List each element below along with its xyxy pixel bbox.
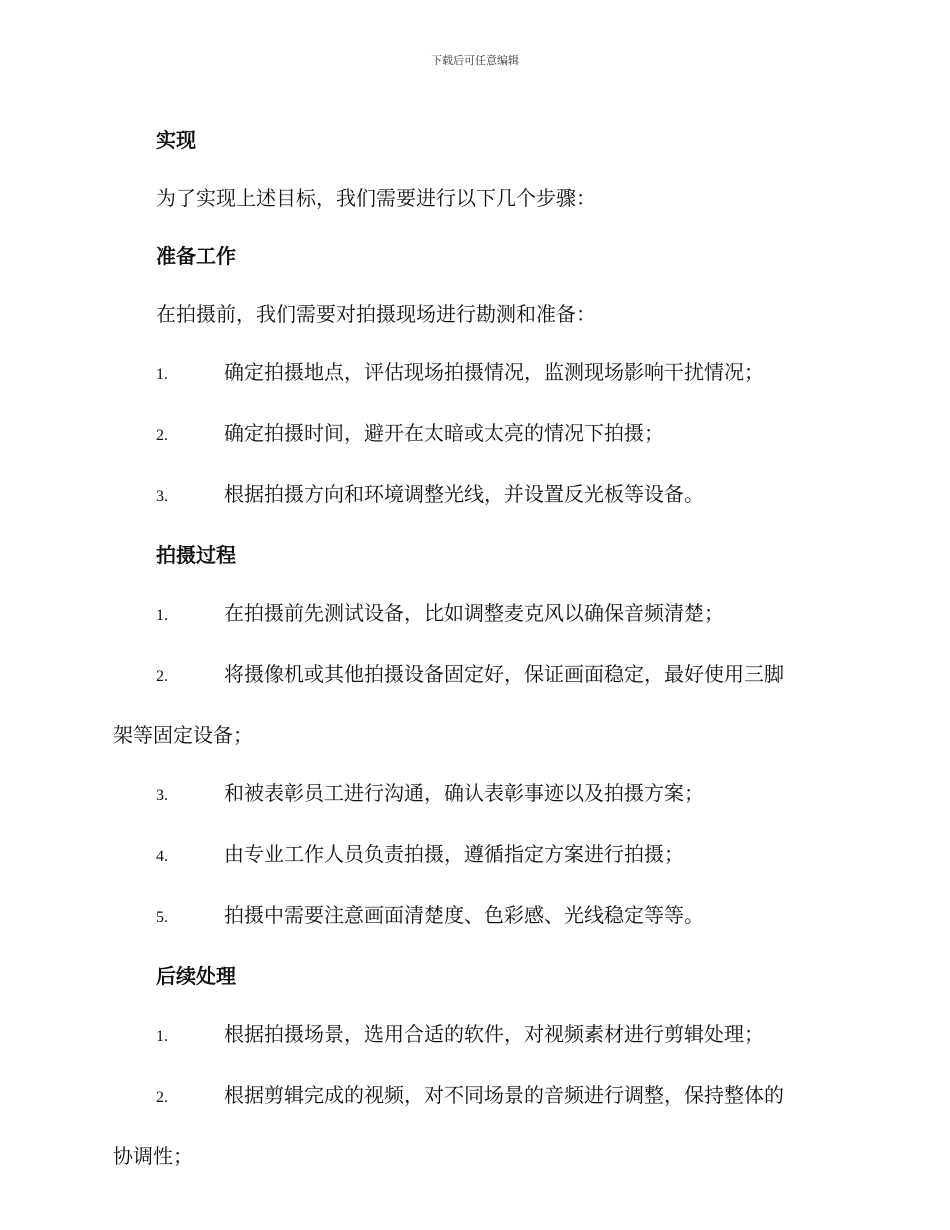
list-number: 1. bbox=[156, 1028, 168, 1045]
list-text: 确定拍摄时间，避开在太暗或太亮的情况下拍摄； bbox=[224, 421, 664, 445]
list-text: 确定拍摄地点，评估现场拍摄情况，监测现场影响干扰情况； bbox=[224, 360, 764, 384]
list-number: 4. bbox=[156, 848, 168, 865]
list-item bbox=[113, 1005, 833, 1066]
list-number: 3. bbox=[156, 488, 168, 505]
list-number: 2. bbox=[156, 427, 168, 444]
list-text: 根据剪辑完成的视频，对不同场景的音频进行调整，保持整体的 bbox=[224, 1083, 784, 1107]
section-heading-shooting: 拍摄过程 bbox=[156, 543, 236, 567]
list-number: 2. bbox=[156, 1089, 168, 1106]
list-text: 将摄像机或其他拍摄设备固定好，保证画面稳定，最好使用三脚 bbox=[224, 662, 784, 686]
list-text-continuation: 协调性； bbox=[113, 1144, 193, 1168]
list-text-continuation: 架等固定设备； bbox=[113, 723, 253, 747]
list-text: 拍摄中需要注意画面清楚度、色彩感、光线稳定等等。 bbox=[224, 903, 704, 927]
list-number: 1. bbox=[156, 366, 168, 383]
list-text: 由专业工作人员负责拍摄，遵循指定方案进行拍摄； bbox=[224, 842, 684, 866]
list-text: 和被表彰员工进行沟通，确认表彰事迹以及拍摄方案； bbox=[224, 781, 704, 805]
list-item bbox=[113, 465, 833, 526]
list-number: 2. bbox=[156, 668, 168, 685]
list-text: 在拍摄前先测试设备，比如调整麦克风以确保音频清楚； bbox=[224, 601, 724, 625]
section-heading-post-processing: 后续处理 bbox=[156, 964, 236, 988]
list-text: 根据拍摄场景，选用合适的软件，对视频素材进行剪辑处理； bbox=[224, 1022, 764, 1046]
list-item bbox=[113, 764, 833, 825]
list-item bbox=[113, 1066, 833, 1185]
list-item bbox=[113, 343, 833, 404]
list-item bbox=[113, 584, 833, 645]
document-body bbox=[113, 111, 833, 1185]
prep-paragraph: 在拍摄前，我们需要对拍摄现场进行勘测和准备： bbox=[156, 302, 596, 326]
section-heading-implementation: 实现 bbox=[156, 128, 196, 152]
list-item bbox=[113, 825, 833, 886]
page-header: 下载后可任意编辑 bbox=[431, 54, 519, 67]
list-line bbox=[113, 645, 833, 706]
list-item bbox=[113, 645, 833, 764]
list-number: 3. bbox=[156, 787, 168, 804]
list-number: 1. bbox=[156, 607, 168, 624]
list-text: 根据拍摄方向和环境调整光线，并设置反光板等设备。 bbox=[224, 482, 704, 506]
list-item bbox=[113, 404, 833, 465]
list-number: 5. bbox=[156, 909, 168, 926]
list-line bbox=[113, 1066, 833, 1127]
intro-paragraph: 为了实现上述目标，我们需要进行以下几个步骤： bbox=[156, 186, 596, 210]
list-item bbox=[113, 886, 833, 947]
section-heading-preparation: 准备工作 bbox=[156, 244, 236, 268]
